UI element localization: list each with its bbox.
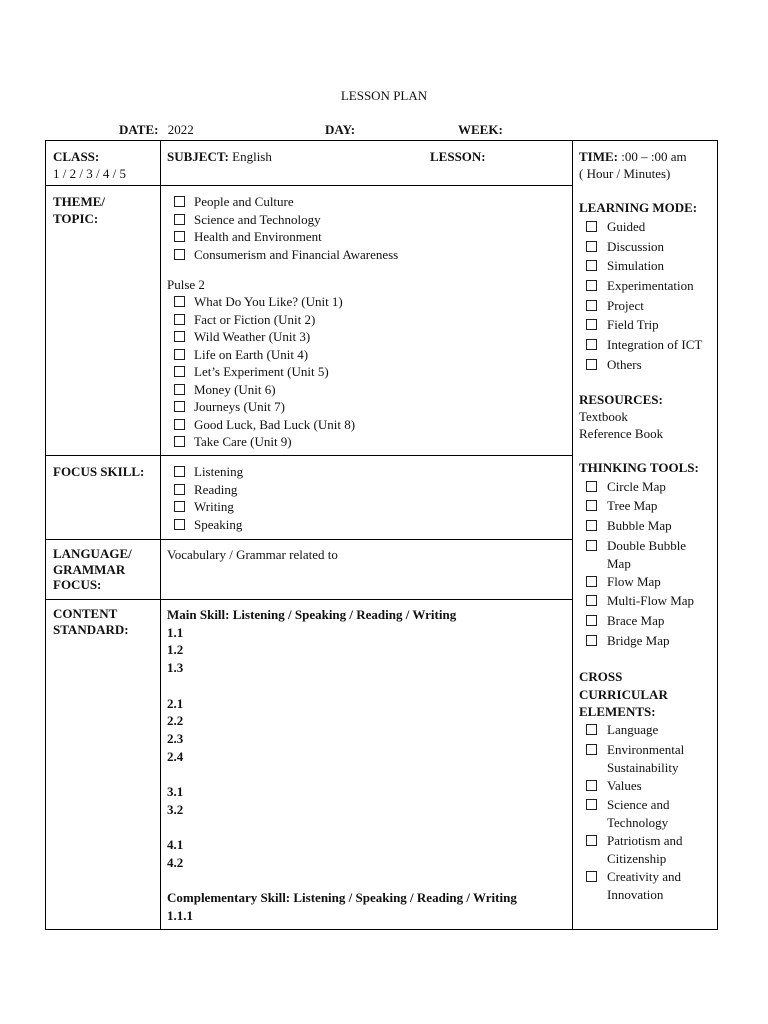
- standard-item: 2.3: [167, 730, 184, 746]
- language-focus-label: LANGUAGE/ GRAMMAR FOCUS:: [53, 546, 132, 592]
- checkbox[interactable]: [586, 540, 597, 551]
- checkbox[interactable]: [586, 319, 597, 330]
- focus-skill-option[interactable]: Reading: [174, 481, 243, 499]
- column-divider: [160, 141, 161, 929]
- checkbox[interactable]: [586, 799, 597, 810]
- resource-item: Textbook: [579, 408, 628, 424]
- standard-item: 4.2: [167, 854, 184, 870]
- checkbox[interactable]: [586, 744, 597, 755]
- focus-skill-label: FOCUS SKILL:: [53, 464, 145, 479]
- language-focus-text: Vocabulary / Grammar related to: [167, 547, 338, 562]
- unit-option[interactable]: Life on Earth (Unit 4): [174, 346, 355, 364]
- checkbox[interactable]: [586, 635, 597, 646]
- time-label: TIME:: [579, 149, 618, 164]
- thinking-tools-label: THINKING TOOLS:: [579, 459, 699, 475]
- checkbox[interactable]: [586, 835, 597, 846]
- week-label: WEEK:: [458, 122, 503, 137]
- learning-mode-option[interactable]: Integration of ICT: [586, 336, 717, 356]
- standard-item: 1.2: [167, 642, 184, 658]
- learning-mode-option[interactable]: Discussion: [586, 238, 717, 258]
- checkbox[interactable]: [586, 520, 597, 531]
- unit-option[interactable]: Fact or Fiction (Unit 2): [174, 311, 355, 329]
- row-divider: [46, 539, 572, 540]
- cce-option[interactable]: Environmental Sustainability: [586, 741, 717, 777]
- standard-item: 1.1: [167, 624, 184, 640]
- checkbox[interactable]: [586, 724, 597, 735]
- checkbox[interactable]: [586, 339, 597, 350]
- cce-option[interactable]: Values: [586, 777, 717, 797]
- learning-mode-option[interactable]: Experimentation: [586, 277, 717, 297]
- unit-option[interactable]: Wild Weather (Unit 3): [174, 328, 355, 346]
- standard-item: 2.2: [167, 713, 184, 729]
- checkbox[interactable]: [174, 419, 185, 430]
- cce-option[interactable]: Science and Technology: [586, 796, 717, 832]
- focus-skill-option[interactable]: Speaking: [174, 516, 243, 534]
- complementary-skill: Complementary Skill: Listening / Speaking / Reading / Writing: [167, 890, 517, 906]
- cross-curricular-label: CROSS CURRICULAR ELEMENTS:: [579, 669, 668, 720]
- cce-option[interactable]: Patriotism and Citizenship: [586, 832, 717, 868]
- date-value: 2022: [167, 122, 194, 137]
- standard-item: 3.2: [167, 801, 184, 817]
- checkbox[interactable]: [586, 481, 597, 492]
- standard-item: 2.1: [167, 695, 184, 711]
- checkbox[interactable]: [174, 501, 185, 512]
- standard-item: 3.1: [167, 784, 184, 799]
- theme-option[interactable]: People and Culture: [174, 193, 398, 211]
- learning-mode-option[interactable]: Project: [586, 297, 717, 317]
- date-label: DATE:: [119, 122, 159, 137]
- time-value: :00 – :00 am: [621, 149, 687, 164]
- checkbox[interactable]: [174, 436, 185, 447]
- theme-options: [174, 193, 398, 263]
- checkbox[interactable]: [174, 231, 185, 242]
- learning-mode-option[interactable]: Simulation: [586, 257, 717, 277]
- checkbox[interactable]: [586, 280, 597, 291]
- checkbox[interactable]: [174, 314, 185, 325]
- row-divider: [46, 455, 572, 456]
- checkbox[interactable]: [174, 349, 185, 360]
- theme-topic-label: THEME/ TOPIC:: [53, 194, 106, 226]
- theme-option[interactable]: Health and Environment: [174, 228, 398, 246]
- learning-mode-option[interactable]: Field Trip: [586, 316, 717, 336]
- resources-label: RESOURCES:: [579, 391, 663, 407]
- pulse-label: Pulse 2: [167, 277, 205, 292]
- standard-item: 1.1.1: [167, 907, 193, 923]
- thinking-tools-list: [586, 478, 717, 652]
- right-column: [579, 148, 717, 904]
- thinking-tool-option[interactable]: Flow Map: [586, 573, 717, 593]
- unit-option[interactable]: Let’s Experiment (Unit 5): [174, 363, 355, 381]
- unit-option[interactable]: Journeys (Unit 7): [174, 398, 355, 416]
- thinking-tool-option[interactable]: Brace Map: [586, 612, 717, 632]
- time-units: ( Hour / Minutes): [579, 166, 671, 181]
- learning-mode-list: [586, 218, 717, 376]
- checkbox[interactable]: [174, 384, 185, 395]
- class-label: CLASS:: [53, 149, 100, 164]
- checkbox[interactable]: [174, 214, 185, 225]
- subject-cell: [167, 148, 272, 165]
- checkbox[interactable]: [174, 366, 185, 377]
- checkbox[interactable]: [174, 331, 185, 342]
- focus-skill-option[interactable]: Writing: [174, 498, 243, 516]
- checkbox[interactable]: [174, 249, 185, 260]
- thinking-tool-option[interactable]: Double Bubble Map: [586, 537, 717, 573]
- day-label: DAY:: [325, 122, 356, 137]
- checkbox[interactable]: [586, 300, 597, 311]
- checkbox[interactable]: [586, 595, 597, 606]
- theme-option[interactable]: Science and Technology: [174, 211, 398, 229]
- checkbox[interactable]: [174, 196, 185, 207]
- lesson-plan-table: [45, 140, 718, 930]
- unit-option[interactable]: What Do You Like? (Unit 1): [174, 293, 355, 311]
- standard-item: 2.4: [167, 748, 184, 764]
- content-standard-body: [167, 606, 517, 925]
- learning-mode-option[interactable]: Guided: [586, 218, 717, 238]
- subject-label: SUBJECT:: [167, 149, 229, 164]
- checkbox[interactable]: [586, 576, 597, 587]
- resource-item: Reference Book: [579, 425, 664, 441]
- learning-mode-option[interactable]: Others: [586, 356, 717, 376]
- main-skill: Main Skill: Listening / Speaking / Reading / Writing: [167, 607, 457, 622]
- thinking-tool-option[interactable]: Multi-Flow Map: [586, 592, 717, 612]
- checkbox[interactable]: [586, 221, 597, 232]
- class-values: 1 / 2 / 3 / 4 / 5: [53, 166, 126, 181]
- checkbox[interactable]: [174, 296, 185, 307]
- checkbox[interactable]: [586, 871, 597, 882]
- cce-option[interactable]: Creativity and Innovation: [586, 868, 717, 904]
- unit-option[interactable]: Take Care (Unit 9): [174, 433, 355, 451]
- page-title: LESSON PLAN: [340, 88, 428, 103]
- standard-item: 4.1: [167, 837, 184, 853]
- checkbox[interactable]: [174, 466, 185, 477]
- checkbox[interactable]: [586, 359, 597, 370]
- unit-option[interactable]: Good Luck, Bad Luck (Unit 8): [174, 416, 355, 434]
- column-divider: [572, 141, 573, 929]
- checkbox[interactable]: [586, 780, 597, 791]
- checkbox[interactable]: [174, 519, 185, 530]
- thinking-tool-option[interactable]: Bridge Map: [586, 632, 717, 652]
- cross-curricular-list: [586, 721, 717, 904]
- date-field: [119, 122, 194, 138]
- checkbox[interactable]: [586, 260, 597, 271]
- checkbox[interactable]: [174, 484, 185, 495]
- checkbox[interactable]: [586, 615, 597, 626]
- checkbox[interactable]: [586, 241, 597, 252]
- subject-value: English: [232, 149, 272, 164]
- unit-option[interactable]: Money (Unit 6): [174, 381, 355, 399]
- theme-option[interactable]: Consumerism and Financial Awareness: [174, 246, 398, 264]
- row-divider: [46, 599, 572, 600]
- cce-option[interactable]: Language: [586, 721, 717, 741]
- focus-skill-options: [174, 463, 243, 533]
- checkbox[interactable]: [174, 401, 185, 412]
- learning-mode-label: LEARNING MODE:: [579, 200, 698, 215]
- thinking-tool-option[interactable]: Tree Map: [586, 497, 717, 517]
- row-divider: [46, 185, 572, 186]
- thinking-tool-option[interactable]: Bubble Map: [586, 517, 717, 537]
- content-standard-label: CONTENT STANDARD:: [53, 606, 129, 637]
- class-cell: [53, 148, 126, 182]
- focus-skill-option[interactable]: Listening: [174, 463, 243, 481]
- lesson-label: LESSON:: [430, 149, 486, 164]
- thinking-tool-option[interactable]: Circle Map: [586, 478, 717, 498]
- standard-item: 1.3: [167, 660, 184, 676]
- unit-options: [174, 293, 355, 451]
- checkbox[interactable]: [586, 500, 597, 511]
